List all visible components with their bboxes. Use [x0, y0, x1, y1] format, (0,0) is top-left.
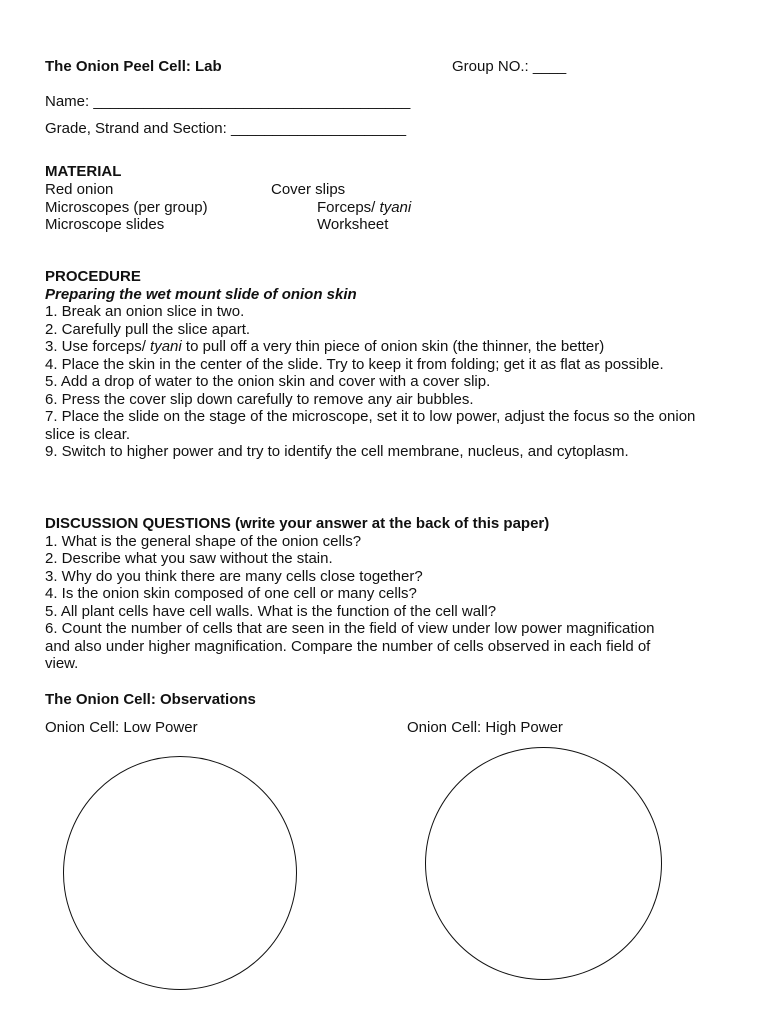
material-item-microscope-slides: Microscope slides — [45, 216, 165, 233]
procedure-step: 1. Break an onion slice in two. — [45, 303, 245, 320]
material-heading: MATERIAL — [45, 163, 122, 180]
procedure-step: 4. Place the skin in the center of the slide. Try to keep it from folding; get it as flat as possible. — [45, 355, 664, 373]
low-power-drawing-circle — [63, 756, 297, 990]
step-3-start: 3. Use forceps/ — [45, 338, 151, 355]
procedure-step: 5. Add a drop of water to the onion skin and cover with a cover slip. — [45, 373, 491, 390]
discussion-question: 1. What is the general shape of the onion cells? — [45, 532, 362, 550]
step-3-end: to pull off a very thin piece of onion skin (the thinner, the better) — [181, 338, 605, 355]
procedure-heading: PROCEDURE — [45, 268, 141, 285]
procedure-section — [45, 268, 725, 461]
procedure-step — [45, 338, 725, 356]
procedure-subheading: Preparing the wet mount slide of onion skin — [45, 285, 357, 303]
discussion-question: 2. Describe what you saw without the stain. — [45, 550, 333, 567]
procedure-step: 9. Switch to higher power and try to identify the cell membrane, nucleus, and cytoplasm. — [45, 443, 629, 460]
procedure-step: 2. Carefully pull the slice apart. — [45, 320, 251, 338]
observations-heading: The Onion Cell: Observations — [45, 691, 256, 708]
grade-strand-section-field: Grade, Strand and Section: _____________________ — [45, 120, 407, 137]
forceps-label: Forceps/ — [317, 199, 380, 216]
material-item-red-onion: Red onion — [45, 181, 114, 198]
material-item-forceps — [317, 199, 411, 217]
low-power-label: Onion Cell: Low Power — [45, 719, 198, 736]
name-field: Name: ______________________________________ — [45, 93, 411, 110]
procedure-step: 6. Press the cover slip down carefully to remove any air bubbles. — [45, 390, 474, 408]
group-number-field: Group NO.: ____ — [452, 58, 567, 75]
discussion-question: 6. Count the number of cells that are seen in the field of view under low power magnification and also under higher magnification. Compare the number of cells observed in each field of view. — [45, 620, 655, 672]
procedure-step: 7. Place the slide on the stage of the microscope, set it to low power, adjust the focus so the onion slice is clear. — [45, 408, 696, 443]
page-title: The Onion Peel Cell: Lab — [45, 58, 222, 75]
material-item-microscopes: Microscopes (per group) — [45, 199, 208, 216]
discussion-question: 4. Is the onion skin composed of one cell or many cells? — [45, 585, 417, 602]
material-item-worksheet: Worksheet — [317, 216, 389, 233]
high-power-drawing-circle — [425, 747, 662, 980]
discussion-section — [45, 515, 725, 673]
discussion-heading: DISCUSSION QUESTIONS (write your answer at the back of this paper) — [45, 515, 550, 532]
tyani-term: tyani — [150, 338, 182, 355]
discussion-question: 5. All plant cells have cell walls. What is the function of the cell wall? — [45, 602, 497, 620]
material-item-cover-slips: Cover slips — [271, 181, 346, 198]
tyani-term: tyani — [379, 199, 412, 216]
high-power-label: Onion Cell: High Power — [407, 719, 563, 736]
discussion-question: 3. Why do you think there are many cells close together? — [45, 567, 423, 585]
